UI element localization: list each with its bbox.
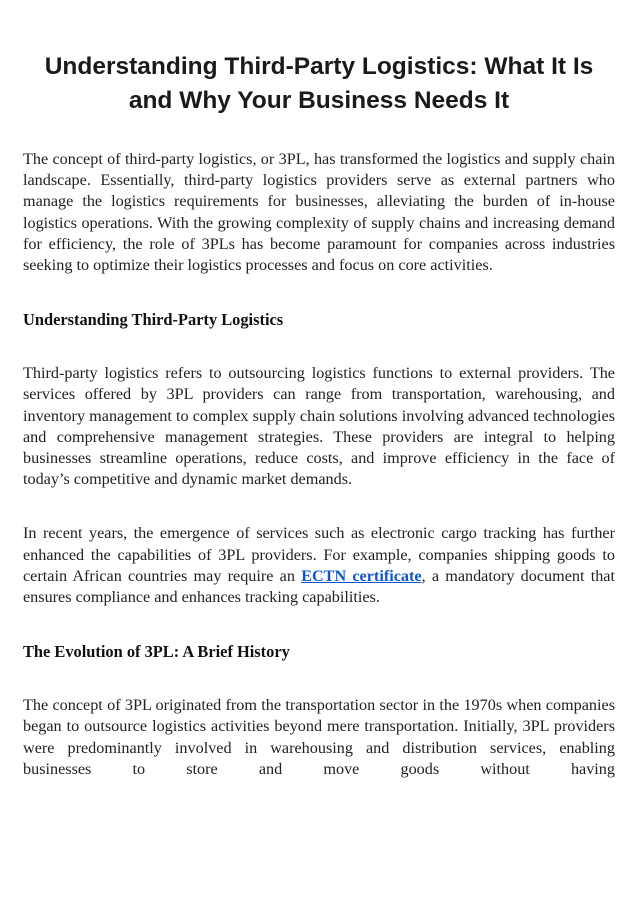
section-heading-evolution-3pl: The Evolution of 3PL: A Brief History — [23, 642, 290, 662]
section-heading-understanding-3pl: Understanding Third-Party Logistics — [23, 310, 284, 330]
history-paragraph: The concept of 3PL originated from the transportation sector in the 1970s when companies began to outsource logistics activities beyond mere transportation. Initially, 3PL providers were predominantly involved in warehousing and distribution services, enabling businesses to store and move goods without having — [23, 696, 615, 778]
intro-paragraph: The concept of third-party logistics, or 3PL, has transformed the logistics and supply chain landscape. Essentially, third-party logistics providers serve as external partners who manage the logistics requirements for businesses, alleviating the burden of in-house logistics operations. With the growing complexity of supply chains and increasing demand for efficiency, the role of 3PLs has become paramount for companies across industries seeking to optimize their logistics processes and focus on core activities. — [23, 150, 615, 275]
ectn-paragraph-text-after: , a mandatory document that ensures compliance and enhances tracking capabilities. — [23, 566, 615, 607]
ectn-paragraph-text-before: In recent years, the emergence of services such as electronic cargo tracking has further enhanced the capabilities of 3PL providers. For example, companies shipping goods to certain African countries may require an — [23, 524, 615, 585]
definition-paragraph: Third-party logistics refers to outsourcing logistics functions to external providers. The services offered by 3PL providers can range from transportation, warehousing, and inventory management to complex supply chain solutions involving advanced technologies and comprehensive management strategies. These providers are integral to helping businesses streamline operations, reduce costs, and improve efficiency in the face of today’s competitive and dynamic market demands. — [23, 364, 615, 489]
document-page — [23, 50, 615, 780]
document-title: Understanding Third-Party Logistics: What It Is and Why Your Business Needs It — [44, 53, 594, 114]
ectn-paragraph — [23, 523, 615, 608]
ectn-certificate-link[interactable]: ECTN certificate — [301, 566, 422, 585]
